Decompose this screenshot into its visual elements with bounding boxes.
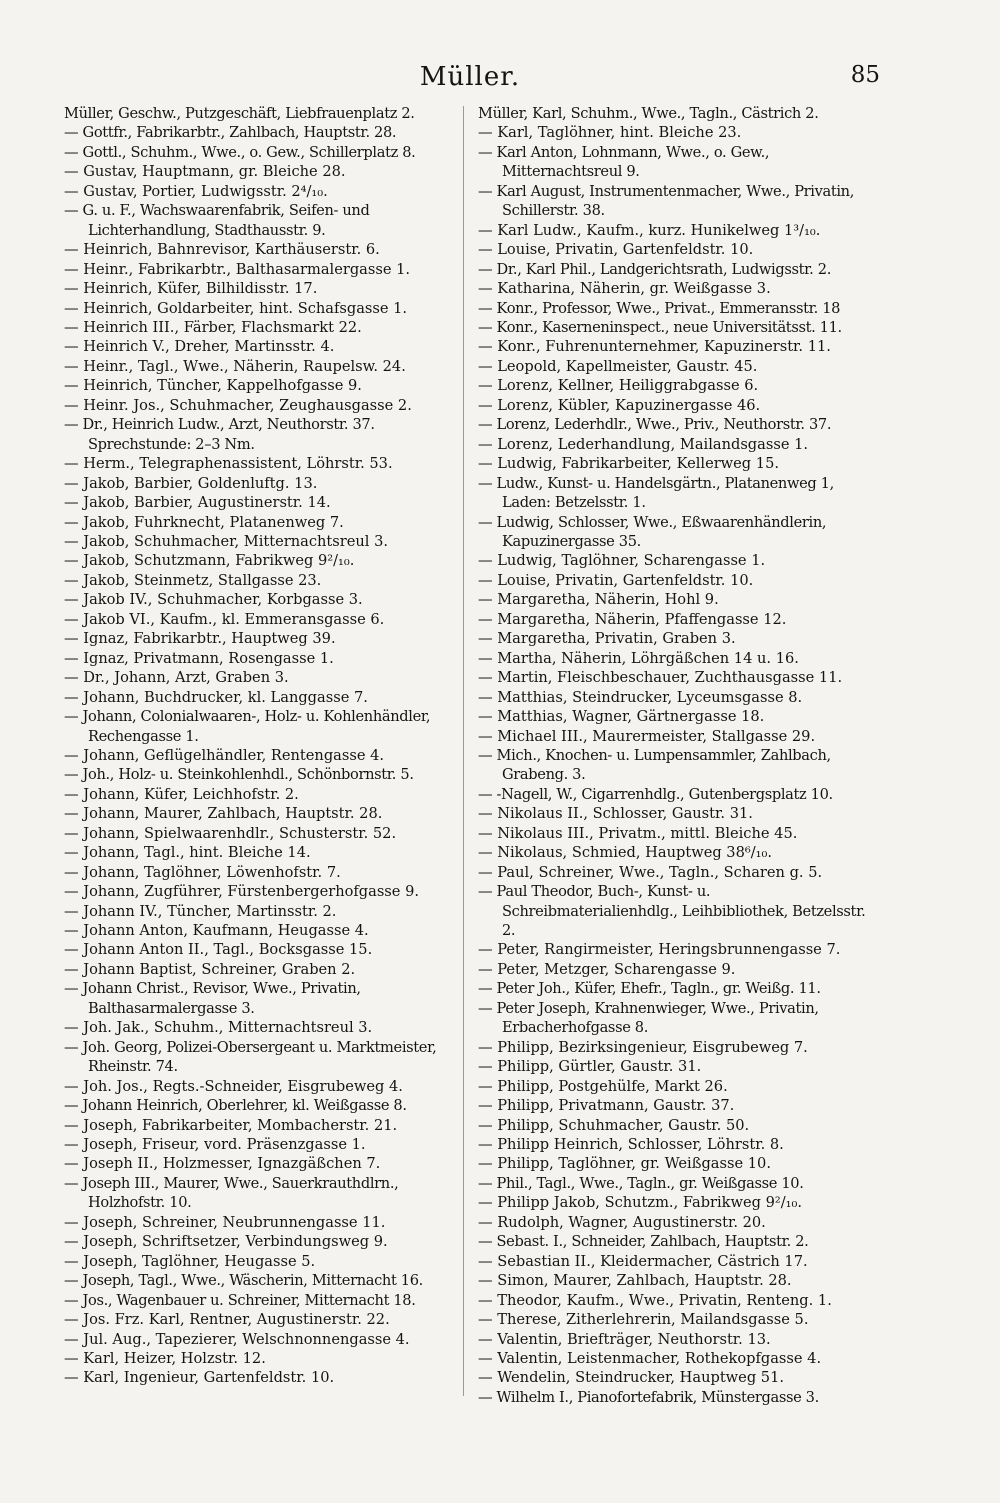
directory-entry: — Johann Anton, Kaufmann, Heugasse 4. xyxy=(64,922,369,940)
directory-entry: — Heinr., Tagl., Wwe., Näherin, Raupelsw. 24. xyxy=(64,357,406,375)
directory-entry: — Leopold, Kapellmeister, Gaustr. 45. xyxy=(478,357,758,375)
directory-entry: — Margaretha, Näherin, Hohl 9. xyxy=(478,591,719,609)
directory-entry: — Karl Ludw., Kaufm., kurz. Hunikelweg 1³/₁₀. xyxy=(478,221,821,239)
directory-entry: — Jakob IV., Schuhmacher, Korbgasse 3. xyxy=(64,591,363,609)
directory-entry: — Joh. Jos., Regts.-Schneider, Eisgrubeweg 4. xyxy=(64,1077,403,1095)
directory-entry: — Jakob, Steinmetz, Stallgasse 23. xyxy=(64,571,322,589)
directory-entry: — Peter, Rangirmeister, Heringsbrunnengasse 7. xyxy=(478,941,841,959)
directory-entry: — Margaretha, Näherin, Pfaffengasse 12. xyxy=(478,610,787,628)
directory-entry: Müller, Geschw., Putzgeschäft, Liebfrauenplatz 2. xyxy=(64,105,415,122)
directory-entry: — Philipp Heinrich, Schlosser, Löhrstr. 8. xyxy=(478,1136,784,1154)
directory-entry: — Joseph III., Maurer, Wwe., Sauerkrauthdlrn., Holzhofstr. 10. xyxy=(64,1174,399,1212)
directory-entry: — Johann, Tagl., hint. Bleiche 14. xyxy=(64,844,311,862)
directory-entry: — Jakob, Schutzmann, Fabrikweg 9²/₁₀. xyxy=(64,552,355,570)
directory-entry: — Herm., Telegraphenassistent, Löhrstr. 53. xyxy=(64,455,393,473)
directory-entry: — Johann, Zugführer, Fürstenbergerhofgasse 9. xyxy=(64,883,419,901)
directory-entry: — Lorenz, Kübler, Kapuzinergasse 46. xyxy=(478,396,761,414)
directory-entry: — Katharina, Näherin, gr. Weißgasse 3. xyxy=(478,280,771,298)
directory-entry: — Gottfr., Fabrikarbtr., Zahlbach, Hauptstr. 28. xyxy=(64,124,397,142)
directory-entry: — Joseph, Taglöhner, Heugasse 5. xyxy=(64,1252,316,1270)
directory-entry: — Dr., Heinrich Ludw., Arzt, Neuthorstr. 37. Sprechstunde: 2–3 Nm. xyxy=(64,416,375,453)
directory-entry: — Johann, Geflügelhändler, Rentengasse 4. xyxy=(64,746,385,764)
directory-entry: — Joseph, Fabrikarbeiter, Mombacherstr. 21. xyxy=(64,1116,398,1134)
directory-entry: — Heinrich, Bahnrevisor, Karthäuserstr. 6. xyxy=(64,241,380,259)
directory-entry: — Heinr., Fabrikarbtr., Balthasarmalergasse 1. xyxy=(64,260,411,278)
page-number: 85 xyxy=(850,62,880,88)
directory-entry: — Heinrich, Goldarbeiter, hint. Schafsgasse 1. xyxy=(64,299,408,317)
directory-entry: — Nikolaus II., Schlosser, Gaustr. 31. xyxy=(478,805,753,823)
directory-entry: — Michael III., Maurermeister, Stallgasse 29. xyxy=(478,727,816,745)
directory-entry: — Margaretha, Privatin, Graben 3. xyxy=(478,630,736,648)
directory-entry: — Heinrich III., Färber, Flachsmarkt 22. xyxy=(64,318,362,336)
directory-entry: — Jakob, Fuhrknecht, Platanenweg 7. xyxy=(64,513,344,531)
right-column xyxy=(478,104,878,1407)
directory-entry: — Ludw., Kunst- u. Handelsgärtn., Platanenweg 1, Laden: Betzelsstr. 1. xyxy=(478,474,834,512)
directory-entry: — Gustav, Hauptmann, gr. Bleiche 28. xyxy=(64,163,346,181)
directory-entry: — Rudolph, Wagner, Augustinerstr. 20. xyxy=(478,1213,766,1231)
directory-entry: — Konr., Professor, Wwe., Privat., Emmeransstr. 18 xyxy=(478,299,841,317)
directory-entry: — Paul Theodor, Buch-, Kunst- u. Schreibmaterialienhdlg., Leihbibliothek, Betzelsstr. 2. xyxy=(478,883,866,940)
directory-entry: — Heinrich V., Dreher, Martinsstr. 4. xyxy=(64,338,335,356)
directory-entry: — Nikolaus III., Privatm., mittl. Bleiche 45. xyxy=(478,824,798,842)
directory-entry: — Peter Joseph, Krahnenwieger, Wwe., Privatin, Erbacherhofgasse 8. xyxy=(478,999,819,1037)
directory-entry: — Jakob, Barbier, Goldenluftg. 13. xyxy=(64,474,318,492)
directory-entry: — Gustav, Portier, Ludwigsstr. 2⁴/₁₀. xyxy=(64,182,328,200)
directory-entry: — Dr., Johann, Arzt, Graben 3. xyxy=(64,669,289,687)
directory-entry: — Johann, Maurer, Zahlbach, Hauptstr. 28. xyxy=(64,805,383,823)
directory-entry: — Heinrich, Küfer, Bilhildisstr. 17. xyxy=(64,280,318,298)
directory-entry: — Karl, Taglöhner, hint. Bleiche 23. xyxy=(478,124,742,142)
directory-entry: — Sebastian II., Kleidermacher, Cästrich 17. xyxy=(478,1252,808,1270)
directory-entry: — Konr., Fuhrenunternehmer, Kapuzinerstr. 11. xyxy=(478,338,831,356)
directory-entry: — Louise, Privatin, Gartenfeldstr. 10. xyxy=(478,241,754,259)
directory-entry: — Heinr. Jos., Schuhmacher, Zeughausgasse 2. xyxy=(64,396,412,414)
directory-entry: — Joseph, Schreiner, Neubrunnengasse 11. xyxy=(64,1213,386,1231)
directory-entry: — Matthias, Steindrucker, Lyceumsgasse 8. xyxy=(478,688,803,706)
directory-entry: — Matthias, Wagner, Gärtnergasse 18. xyxy=(478,708,765,726)
directory-entry: — Ignaz, Privatmann, Rosengasse 1. xyxy=(64,649,334,667)
directory-entry: — Philipp, Gürtler, Gaustr. 31. xyxy=(478,1058,702,1076)
directory-entry: — Johann Baptist, Schreiner, Graben 2. xyxy=(64,960,356,978)
directory-entry: — Johann IV., Tüncher, Martinsstr. 2. xyxy=(64,902,337,920)
column-divider xyxy=(463,106,464,1396)
directory-entry: — Philipp, Postgehülfe, Markt 26. xyxy=(478,1077,728,1095)
directory-entry: — -Nagell, W., Cigarrenhdlg., Gutenbergsplatz 10. xyxy=(478,785,833,803)
directory-entry: — Jul. Aug., Tapezierer, Welschnonnengasse 4. xyxy=(64,1330,410,1348)
directory-entry: — Philipp Jakob, Schutzm., Fabrikweg 9²/₁₀. xyxy=(478,1194,803,1212)
directory-entry: — Heinrich, Tüncher, Kappelhofgasse 9. xyxy=(64,377,362,395)
directory-entry: — Johann Christ., Revisor, Wwe., Privatin, Balthasarmalergasse 3. xyxy=(64,980,361,1017)
directory-entry: — Dr., Karl Phil., Landgerichtsrath, Ludwigsstr. 2. xyxy=(478,260,831,278)
directory-entry: — Paul, Schreiner, Wwe., Tagln., Scharen g. 5. xyxy=(478,863,823,881)
directory-entry: — Joseph, Friseur, vord. Präsenzgasse 1. xyxy=(64,1136,366,1154)
directory-entry: — Joseph, Tagl., Wwe., Wäscherin, Mitternacht 16. xyxy=(64,1272,423,1290)
directory-entry: — Joh., Holz- u. Steinkohlenhdl., Schönbornstr. 5. xyxy=(64,766,414,784)
directory-entry: — Joseph, Schriftsetzer, Verbindungsweg 9. xyxy=(64,1233,388,1251)
directory-entry: — Sebast. I., Schneider, Zahlbach, Hauptstr. 2. xyxy=(478,1233,809,1251)
directory-entry: — Valentin, Briefträger, Neuthorstr. 13. xyxy=(478,1330,771,1348)
directory-entry: — Karl Anton, Lohnmann, Wwe., o. Gew., Mitternachtsreul 9. xyxy=(478,143,770,181)
directory-entry: — Philipp, Schuhmacher, Gaustr. 50. xyxy=(478,1116,750,1134)
directory-entry: — Jakob, Schuhmacher, Mitternachtsreul 3. xyxy=(64,532,389,550)
directory-entry: — Gottl., Schuhm., Wwe., o. Gew., Schillerplatz 8. xyxy=(64,143,416,161)
directory-entry: — Louise, Privatin, Gartenfeldstr. 10. xyxy=(478,571,754,589)
page-header xyxy=(60,62,880,102)
directory-entry: — Lorenz, Lederhdlr., Wwe., Priv., Neuthorstr. 37. xyxy=(478,416,832,434)
directory-entry: — Peter, Metzger, Scharengasse 9. xyxy=(478,960,736,978)
directory-entry: — Phil., Tagl., Wwe., Tagln., gr. Weißgasse 10. xyxy=(478,1174,804,1192)
directory-entry: — Wilhelm I., Pianofortefabrik, Münstergasse 3. xyxy=(478,1388,819,1406)
directory-entry: — Joh. Georg, Polizei-Obersergeant u. Marktmeister, Rheinstr. 74. xyxy=(64,1038,437,1076)
directory-entry: — Johann, Colonialwaaren-, Holz- u. Kohlenhändler, Rechengasse 1. xyxy=(64,708,431,745)
directory-entry: — Theodor, Kaufm., Wwe., Privatin, Renteng. 1. xyxy=(478,1291,832,1309)
directory-entry: — Martin, Fleischbeschauer, Zuchthausgasse 11. xyxy=(478,669,843,687)
directory-entry: — Simon, Maurer, Zahlbach, Hauptstr. 28. xyxy=(478,1272,792,1290)
left-column xyxy=(64,104,464,1388)
directory-entry: — Johann Anton II., Tagl., Bocksgasse 15. xyxy=(64,941,373,959)
directory-entry: — Valentin, Leistenmacher, Rothekopfgasse 4. xyxy=(478,1350,822,1367)
directory-entry: — Johann, Buchdrucker, kl. Langgasse 7. xyxy=(64,688,368,706)
directory-entry: — Jakob, Barbier, Augustinerstr. 14. xyxy=(64,494,331,512)
directory-entry: — Jos. Frz. Karl, Rentner, Augustinerstr. 22. xyxy=(64,1311,390,1329)
directory-entry: — Joseph II., Holzmesser, Ignazgäßchen 7. xyxy=(64,1155,381,1173)
directory-entry: — Philipp, Privatmann, Gaustr. 37. xyxy=(478,1097,735,1115)
directory-entry: — Johann, Spielwaarenhdlr., Schusterstr. 52. xyxy=(64,824,397,842)
directory-entry: — Konr., Kaserneninspect., neue Universitätsst. 11. xyxy=(478,318,842,336)
directory-entry: — Karl, Ingenieur, Gartenfeldstr. 10. xyxy=(64,1369,335,1387)
directory-entry: — Ludwig, Fabrikarbeiter, Kellerweg 15. xyxy=(478,455,779,473)
directory-entry: — G. u. F., Wachswaarenfabrik, Seifen- und Lichterhandlung, Stadthausstr. 9. xyxy=(64,202,370,239)
directory-entry: — Johann, Taglöhner, Löwenhofstr. 7. xyxy=(64,863,341,881)
directory-entry: — Mich., Knochen- u. Lumpensammler, Zahlbach, Grabeng. 3. xyxy=(478,746,831,784)
directory-entry: — Joh. Jak., Schuhm., Mitternachtsreul 3. xyxy=(64,1019,373,1037)
directory-entry: — Therese, Zitherlehrerin, Mailandsgasse 5. xyxy=(478,1311,809,1329)
directory-entry: — Lorenz, Kellner, Heiliggrabgasse 6. xyxy=(478,377,759,395)
directory-entry: — Johann Heinrich, Oberlehrer, kl. Weißgasse 8. xyxy=(64,1097,407,1115)
directory-entry: — Ignaz, Fabrikarbtr., Hauptweg 39. xyxy=(64,630,336,648)
running-head: Müller. xyxy=(419,62,521,92)
directory-entry: — Ludwig, Taglöhner, Scharengasse 1. xyxy=(478,552,766,570)
directory-entry: — Jakob VI., Kaufm., kl. Emmeransgasse 6. xyxy=(64,610,385,628)
directory-entry: — Philipp, Bezirksingenieur, Eisgrubeweg 7. xyxy=(478,1038,808,1056)
directory-entry: — Wendelin, Steindrucker, Hauptweg 51. xyxy=(478,1369,785,1387)
directory-entry: — Karl, Heizer, Holzstr. 12. xyxy=(64,1350,266,1367)
directory-entry: — Ludwig, Schlosser, Wwe., Eßwaarenhändlerin, Kapuzinergasse 35. xyxy=(478,513,827,550)
directory-entry: — Martha, Näherin, Löhrgäßchen 14 u. 16. xyxy=(478,649,799,667)
directory-entry: — Johann, Küfer, Leichhofstr. 2. xyxy=(64,785,299,803)
directory-entry: — Lorenz, Lederhandlung, Mailandsgasse 1. xyxy=(478,435,809,453)
directory-entry: — Philipp, Taglöhner, gr. Weißgasse 10. xyxy=(478,1155,771,1173)
directory-entry: — Nikolaus, Schmied, Hauptweg 38⁶/₁₀. xyxy=(478,844,772,862)
directory-entry: — Jos., Wagenbauer u. Schreiner, Mitternacht 18. xyxy=(64,1291,416,1309)
directory-entry: Müller, Karl, Schuhm., Wwe., Tagln., Cästrich 2. xyxy=(478,105,819,122)
directory-entry: — Karl August, Instrumentenmacher, Wwe., Privatin, Schillerstr. 38. xyxy=(478,182,855,220)
directory-entry: — Peter Joh., Küfer, Ehefr., Tagln., gr. Weißg. 11. xyxy=(478,980,821,998)
